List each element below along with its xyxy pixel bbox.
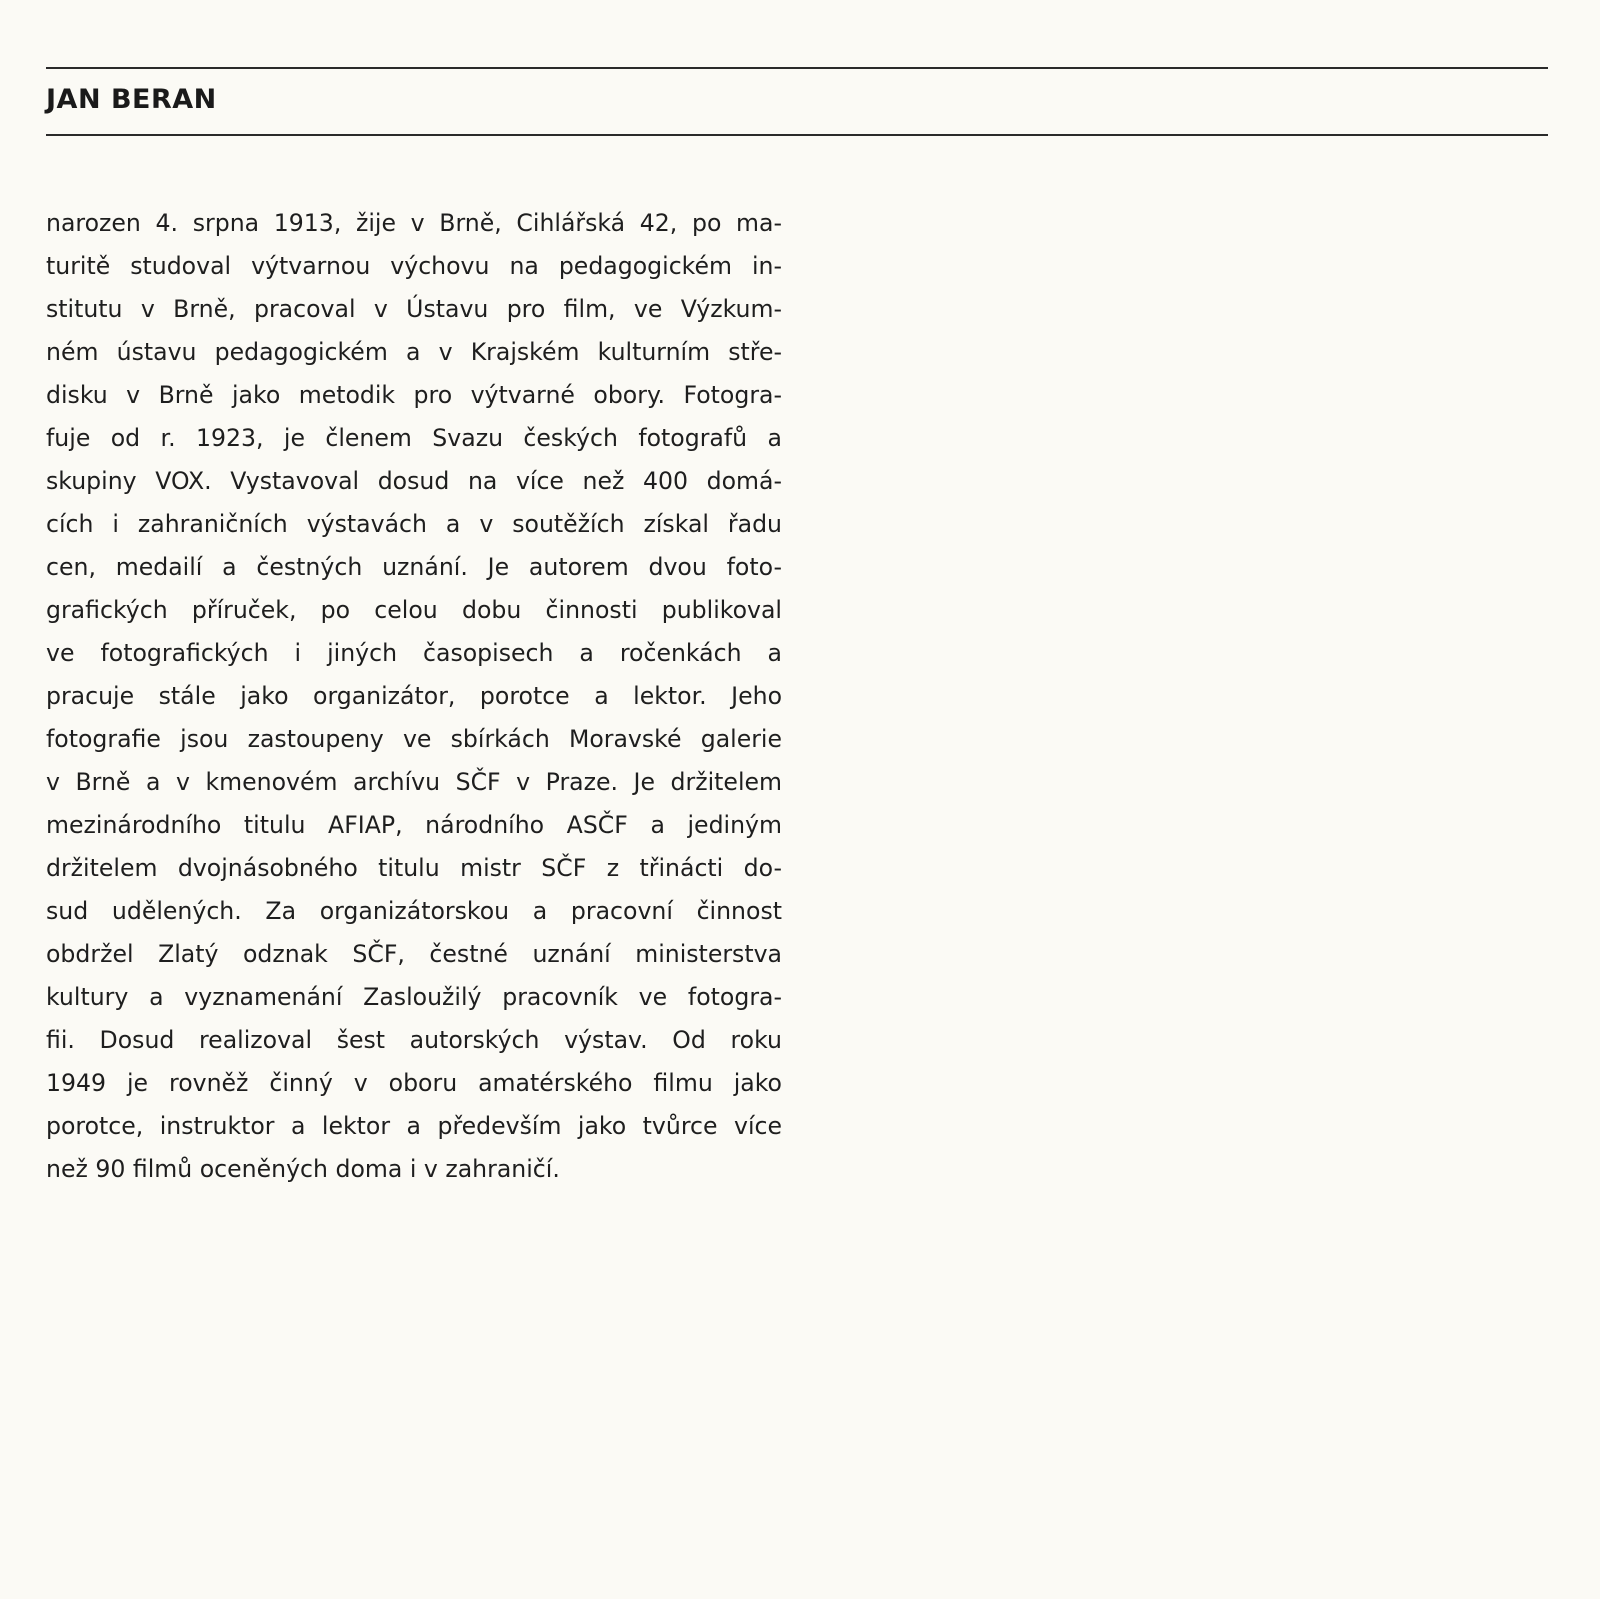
top-rule: [46, 67, 1548, 69]
bio-line: 1949 je rovněž činný v oboru amatérského filmu jako: [46, 1069, 782, 1097]
bio-line: v Brně a v kmenovém archívu SČF v Praze. Je držitelem: [46, 768, 782, 796]
bio-line: držitelem dvojnásobného titulu mistr SČF z třinácti do-: [46, 854, 782, 882]
bio-line: stitutu v Brně, pracoval v Ústavu pro film, ve Výzkum-: [46, 295, 782, 323]
bio-line: disku v Brně jako metodik pro výtvarné obory. Fotogra-: [46, 381, 782, 409]
bio-line: než 90 filmů oceněných doma i v zahraničí.: [46, 1155, 560, 1183]
bio-line: cích i zahraničních výstavách a v soutěžích získal řadu: [46, 510, 782, 538]
header-bottom-rule: [46, 134, 1548, 136]
bio-line: obdržel Zlatý odznak SČF, čestné uznání ministerstva: [46, 940, 782, 968]
bio-line: kultury a vyznamenání Zasloužilý pracovník ve fotogra-: [46, 983, 782, 1011]
bio-line: sud udělených. Za organizátorskou a pracovní činnost: [46, 897, 782, 925]
bio-line: ve fotografických i jiných časopisech a ročenkách a: [46, 639, 782, 667]
bio-line: fii. Dosud realizoval šest autorských výstav. Od roku: [46, 1026, 782, 1054]
author-name-heading: JAN BERAN: [46, 84, 217, 115]
bio-line: pracuje stále jako organizátor, porotce a lektor. Jeho: [46, 682, 782, 710]
biography-text: [46, 202, 782, 1191]
bio-line: turitě studoval výtvarnou výchovu na pedagogickém in-: [46, 252, 782, 280]
bio-line: ném ústavu pedagogickém a v Krajském kulturním stře-: [46, 338, 782, 366]
bio-line: narozen 4. srpna 1913, žije v Brně, Cihlářská 42, po ma-: [46, 209, 782, 237]
bio-line: mezinárodního titulu AFIAP, národního ASČF a jediným: [46, 811, 782, 839]
bio-line: grafických příruček, po celou dobu činnosti publikoval: [46, 596, 782, 624]
bio-line: fuje od r. 1923, je členem Svazu českých fotografů a: [46, 424, 782, 452]
bio-line: fotografie jsou zastoupeny ve sbírkách Moravské galerie: [46, 725, 782, 753]
bio-line: skupiny VOX. Vystavoval dosud na více než 400 domá-: [46, 467, 782, 495]
bio-line: porotce, instruktor a lektor a především jako tvůrce více: [46, 1112, 782, 1140]
bio-line: cen, medailí a čestných uznání. Je autorem dvou foto-: [46, 553, 782, 581]
